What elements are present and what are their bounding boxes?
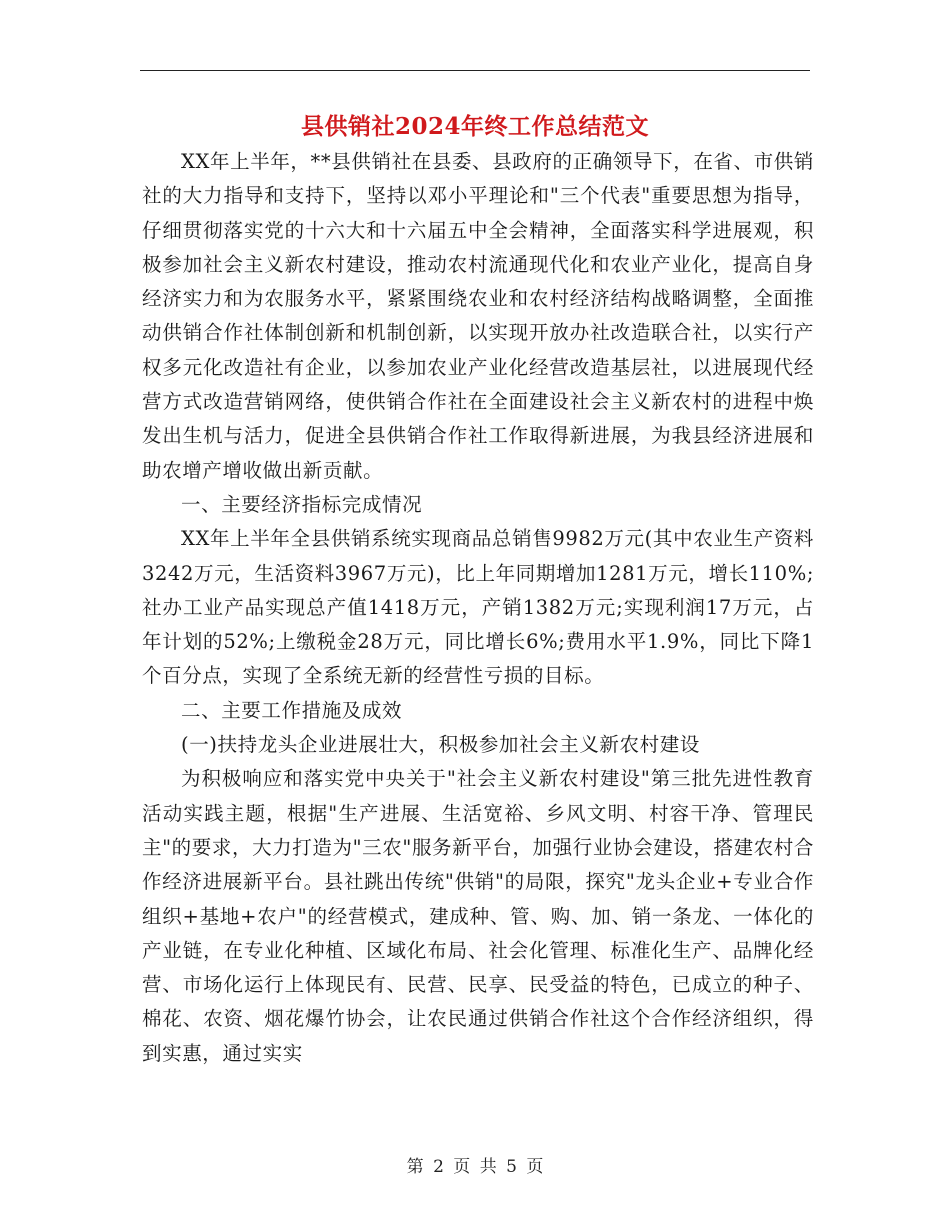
header-rule	[140, 70, 810, 71]
intro-paragraph: XX年上半年，**县供销社在县委、县政府的正确领导下，在省、市供销社的大力指导和支持下，坚持以邓小平理论和"三个代表"重要思想为指导，仔细贯彻落实党的十六大和十六届五中全会精神，全面落实科学进展观，积极参加社会主义新农村建设，推动农村流通现代化和农业产业化，提高自身经济实力和为农服务水平，紧紧围绕农业和农村经济结构战略调整，全面推动供销合作社体制创新和机制创新，以实现开放办社改造联合社，以实行产权多元化改造社有企业，以参加农业产业化经营改造基层社，以进展现代经营方式改造营销网络，使供销合作社在全面建设社会主义新农村的进程中焕发出生机与活力，促进全县供销合作社工作取得新进展，为我县经济进展和助农增产增收做出新贡献。	[142, 150, 814, 482]
section-heading-2: 二、主要工作措施及成效	[181, 698, 403, 722]
footer-page-word: 页	[453, 1157, 471, 1177]
document-title: 县供销社2024年终工作总结范文	[300, 113, 649, 140]
section-heading-1: 一、主要经济指标完成情况	[181, 492, 423, 516]
footer-suffix: 页	[526, 1157, 544, 1177]
document-body	[142, 145, 814, 1071]
footer-total-word: 共	[479, 1157, 497, 1177]
measures-paragraph: 为积极响应和落实党中央关于"社会主义新农村建设"第三批先进性教育活动实践主题，根据"生产进展、生活宽裕、乡风文明、村容干净、管理民主"的要求，大力打造为"三农"服务新平台，加强行业协会建设，搭建农村合作经济进展新平台。县社跳出传统"供销"的局限，探究"龙头企业+专业合作组织+基地+农户"的经营模式，建成种、管、购、加、销一条龙、一体化的产业链，在专业化种植、区域化布局、社会化管理、标准化生产、品牌化经营、市场化运行上体现民有、民营、民享、民受益的特色，已成立的种子、棉花、农资、烟花爆竹协会，让农民通过供销合作社这个合作经济组织，得到实惠，通过实实	[142, 767, 814, 1065]
footer-current-page: 2	[433, 1157, 444, 1177]
footer-total-pages: 5	[506, 1157, 517, 1177]
footer-prefix: 第	[406, 1157, 424, 1177]
page-footer	[0, 1152, 950, 1177]
economic-indicators-paragraph: XX年上半年全县供销系统实现商品总销售9982万元(其中农业生产资料3242万元，生活资料3967万元)，比上年同期增加1281万元，增长110%;社办工业产品实现总产值1418万元，产销1382万元;实现利润17万元，占年计划的52%;上缴税金28万元，同比增长6%;费用水平1.9%，同比下降1个百分点，实现了全系统无新的经营性亏损的目标。	[142, 527, 814, 688]
subsection-heading-1: (一)扶持龙头企业进展壮大，积极参加社会主义新农村建设	[181, 733, 700, 757]
